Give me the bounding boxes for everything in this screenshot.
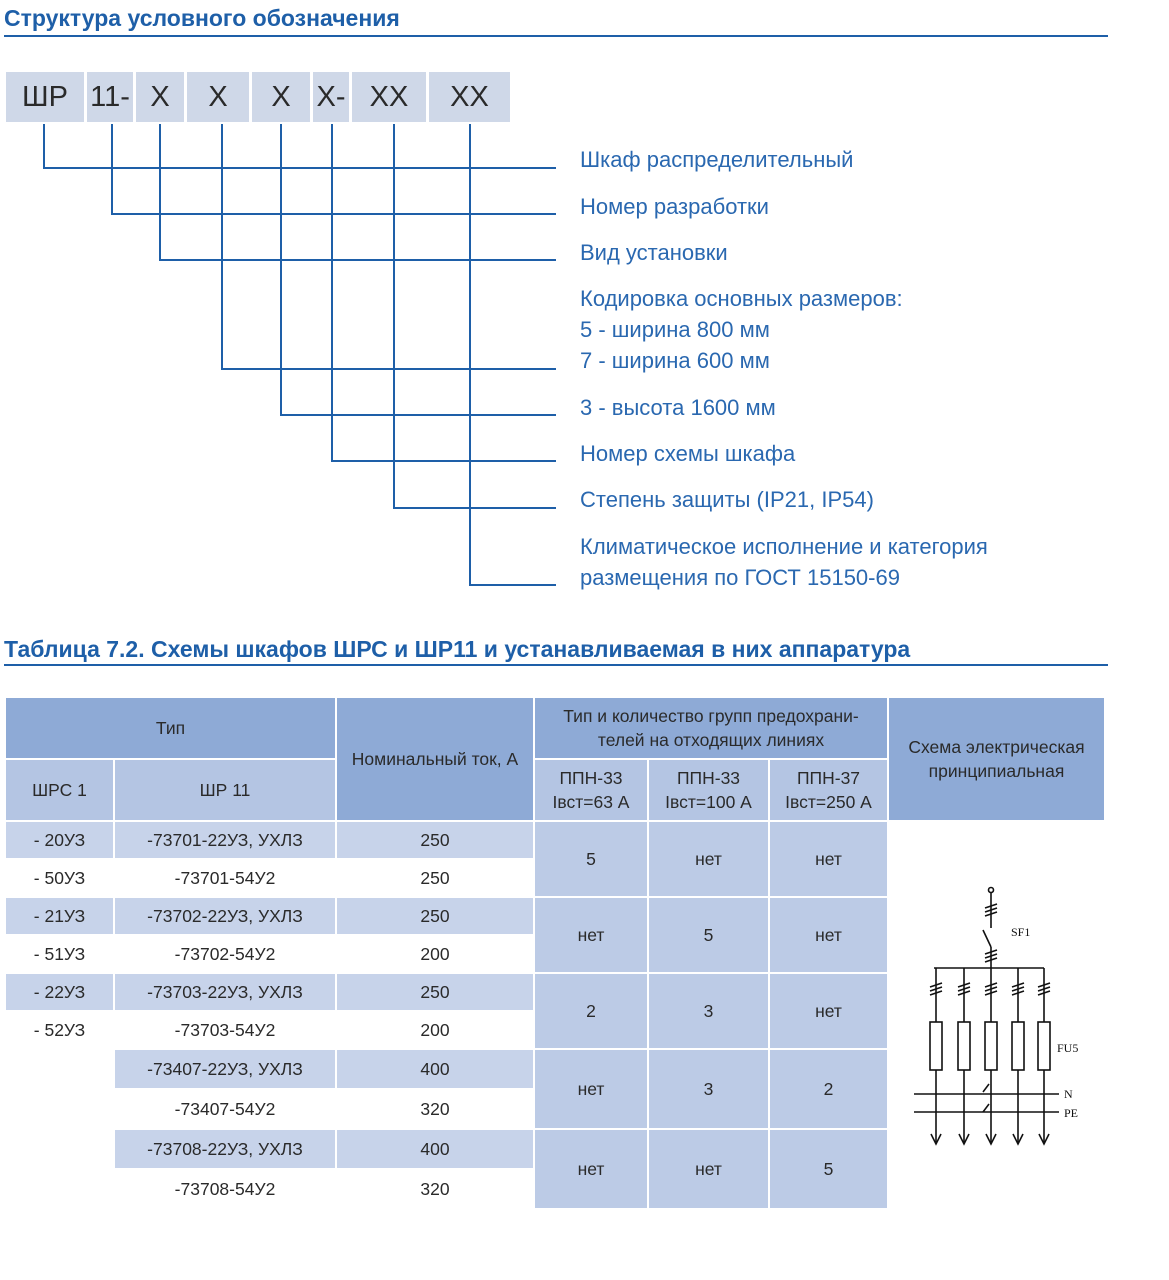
code-part-x3: Х — [252, 72, 310, 122]
table-cell-ppn1: нет — [535, 1130, 647, 1208]
legend-climate-1: Климатическое исполнение и категория — [580, 534, 988, 559]
table-cell-current: 250 — [337, 860, 533, 896]
table-cell-current: 400 — [337, 1050, 533, 1088]
legend-install-type: Вид установки — [580, 240, 728, 265]
table-cell-ppn2: 3 — [649, 974, 768, 1048]
header-shrs: ШРС 1 — [6, 760, 113, 820]
table-cell-shr: -73703-54У2 — [115, 1012, 335, 1048]
legend-size-coding: Кодировка основных размеров: — [580, 286, 903, 311]
table-cell-ppn2: нет — [649, 822, 768, 896]
table-cell-ppn3: нет — [770, 898, 887, 972]
table-cell-current: 320 — [337, 1090, 533, 1128]
table-cell-ppn3: нет — [770, 822, 887, 896]
code-part-xx1: ХХ — [352, 72, 426, 122]
header-scheme: Схема электрическая принципиальная — [889, 698, 1104, 820]
legend-width-800: 5 - ширина 800 мм — [580, 317, 770, 342]
schematic-label-n: N — [1064, 1087, 1073, 1101]
legend-protection: Степень защиты (IP21, IP54) — [580, 487, 874, 512]
table-cell-shrs: - 51УЗ — [6, 936, 113, 972]
table-cell-shrs: - 22УЗ — [6, 974, 113, 1010]
table-cell-current: 250 — [337, 822, 533, 858]
table-cell-ppn1: нет — [535, 1050, 647, 1128]
legend-dev-number: Номер разработки — [580, 194, 769, 219]
fuse-branch-4 — [1012, 968, 1024, 1144]
code-part-x2: Х — [187, 72, 249, 122]
table-cell-shrs: - 20УЗ — [6, 822, 113, 858]
table-cell-ppn2: нет — [649, 1130, 768, 1208]
schematic-label-sf: SF1 — [1011, 925, 1031, 939]
fuse-branch-5 — [1038, 968, 1050, 1144]
table-cell-current: 250 — [337, 898, 533, 934]
table-cell-ppn2: 3 — [649, 1050, 768, 1128]
table-cell-current: 200 — [337, 1012, 533, 1048]
header-current: Номинальный ток, А — [337, 698, 533, 820]
table-cell-ppn3: 5 — [770, 1130, 887, 1208]
schematic-label-pe: PE — [1064, 1106, 1079, 1120]
table-cell-ppn1: 5 — [535, 822, 647, 896]
header-type: Тип — [6, 698, 335, 758]
table-cell-shrs: - 52УЗ — [6, 1012, 113, 1048]
schemes-table — [4, 696, 1106, 1210]
table-cell-current: 250 — [337, 974, 533, 1010]
table-cell-shr: -73407-22УЗ, УХЛЗ — [115, 1050, 335, 1088]
table-cell-current: 200 — [337, 936, 533, 972]
legend-cabinet: Шкаф распределительный — [580, 147, 854, 172]
table-cell-current: 400 — [337, 1130, 533, 1168]
table-title-rule — [4, 664, 1108, 666]
schematic-label-fu: FU5 — [1057, 1041, 1079, 1055]
code-part-xx2: ХХ — [429, 72, 510, 122]
code-part-shr: ШР — [6, 72, 84, 122]
schematic-diagram — [889, 822, 1104, 1202]
table-cell-ppn3: 2 — [770, 1050, 887, 1128]
header-ppn33-63: ППН-33 Iвст=63 А — [535, 760, 647, 820]
code-part-x4: Х- — [313, 72, 349, 122]
legend-height: 3 - высота 1600 мм — [580, 395, 776, 420]
table-cell-shrs: - 21УЗ — [6, 898, 113, 934]
table-cell-shr: -73703-22УЗ, УХЛЗ — [115, 974, 335, 1010]
table-cell-shrs — [6, 1130, 113, 1168]
table-cell-ppn3: нет — [770, 974, 887, 1048]
table-cell-shr: -73708-22УЗ, УХЛЗ — [115, 1130, 335, 1168]
legend-scheme-number: Номер схемы шкафа — [580, 441, 796, 466]
table-cell-shr: -73701-54У2 — [115, 860, 335, 896]
table-cell-shrs — [6, 1170, 113, 1208]
schematic-cell — [889, 822, 1104, 1208]
table-cell-shr: -73702-22УЗ, УХЛЗ — [115, 898, 335, 934]
header-ppn37-250: ППН-37 Iвст=250 А — [770, 760, 887, 820]
table-cell-shr: -73702-54У2 — [115, 936, 335, 972]
header-ppn33-100: ППН-33 Iвст=100 А — [649, 760, 768, 820]
code-part-x1: Х — [136, 72, 184, 122]
table-cell-ppn1: 2 — [535, 974, 647, 1048]
code-part-11: 11- — [87, 72, 133, 122]
table-cell-shrs — [6, 1050, 113, 1088]
fuse-branch-3 — [985, 968, 997, 1144]
table-cell-shr: -73701-22УЗ, УХЛЗ — [115, 822, 335, 858]
table-cell-shrs — [6, 1090, 113, 1128]
table-cell-shr: -73708-54У2 — [115, 1170, 335, 1208]
table-cell-ppn1: нет — [535, 898, 647, 972]
table-cell-current: 320 — [337, 1170, 533, 1208]
legend-climate-2: размещения по ГОСТ 15150-69 — [580, 565, 900, 590]
table-cell-shr: -73407-54У2 — [115, 1090, 335, 1128]
legend-width-600: 7 - ширина 600 мм — [580, 348, 770, 373]
table-title: Таблица 7.2. Схемы шкафов ШРС и ШР11 и устанавливаемая в них аппаратура — [4, 636, 911, 662]
fuse-branch-2 — [958, 968, 970, 1144]
fuse-branch-1 — [930, 968, 942, 1144]
header-shr: ШР 11 — [115, 760, 335, 820]
table-cell-ppn2: 5 — [649, 898, 768, 972]
header-fuses: Тип и количество групп предохрани-телей на отходящих линиях — [535, 698, 887, 758]
structure-title: Структура условного обозначения — [4, 5, 400, 31]
table-cell-shrs: - 50УЗ — [6, 860, 113, 896]
